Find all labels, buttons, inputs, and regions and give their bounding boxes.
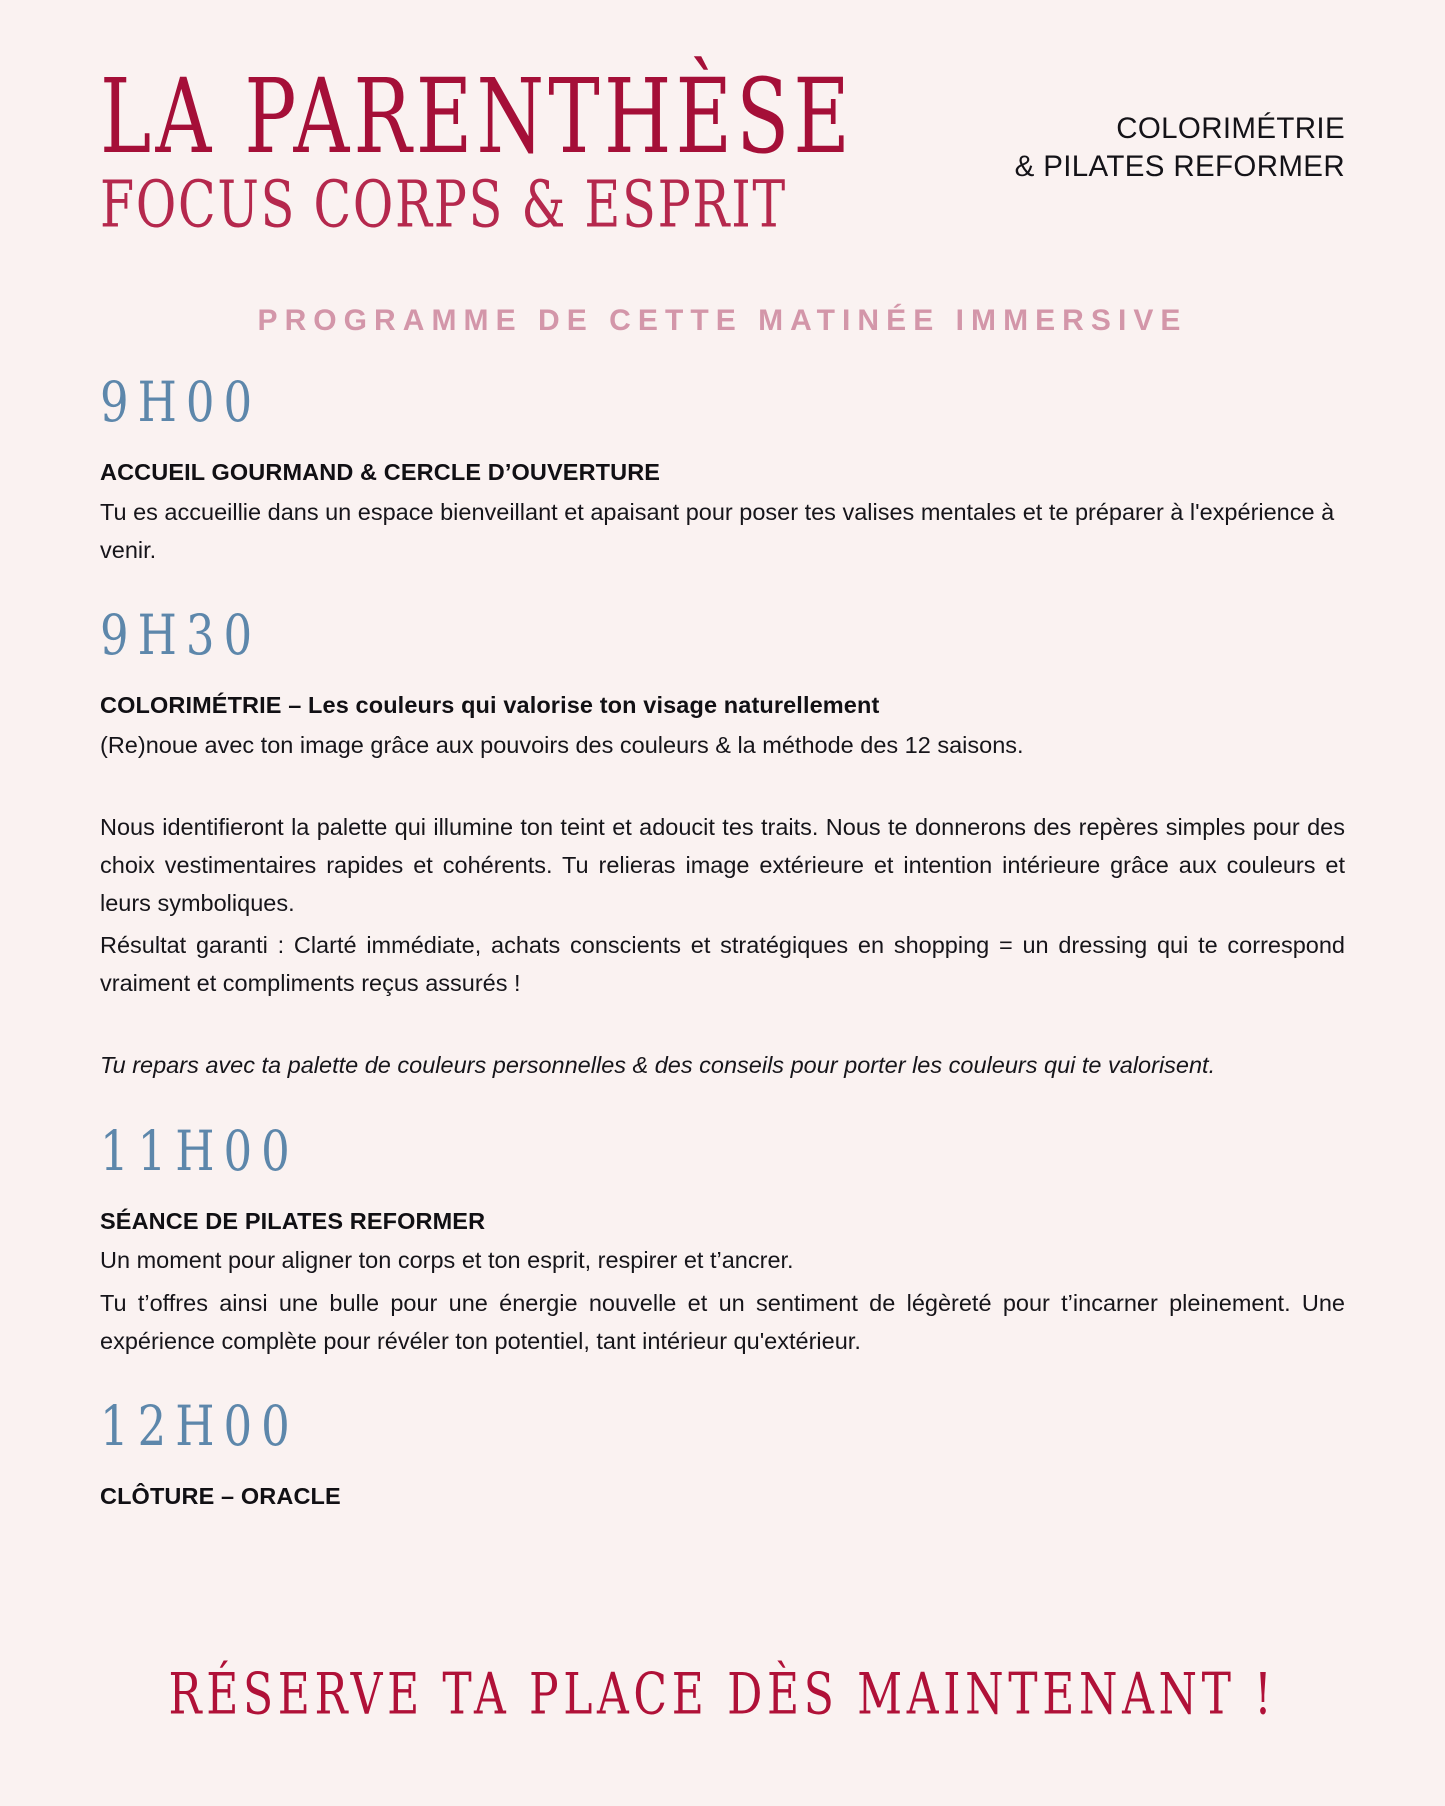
brand-title: LA PARENTHÈSE — [100, 58, 855, 177]
schedule-slot-9h30 — [100, 603, 1345, 1084]
cta-reserve[interactable]: RÉSERVE TA PLACE DÈS MAINTENANT ! — [168, 1661, 1277, 1728]
header-subject — [1015, 66, 1345, 187]
slot-paragraph-11h00-2: Tu t’offres ainsi une bulle pour une énergie nouvelle et un sentiment de légèreté pour t’incarner pleinement. Une expérience complète pour révéler ton potentiel, tant intérieur qu'extérieur. — [100, 1289, 1345, 1354]
brand-logo — [100, 58, 862, 243]
slot-paragraph-9h30-4: Tu repars avec ta palette de couleurs personnelles & des conseils pour porter les couleurs qui te valorisent. — [100, 1052, 1216, 1079]
programme-title: PROGRAMME DE CETTE MATINÉE IMMERSIVE — [257, 304, 1188, 337]
slot-heading-9h00: ACCUEIL GOURMAND & CERCLE D’OUVERTURE — [100, 459, 661, 486]
brand-tagline: FOCUS CORPS & ESPRIT — [100, 166, 787, 243]
paragraph-spacer — [100, 764, 1345, 804]
schedule-slot-9h00 — [100, 369, 1345, 569]
slot-paragraph-9h00-1: Tu es accueillie dans un espace bienveillant et apaisant pour poser tes valises mentales et te préparer à l'expérience à venir. — [100, 498, 1335, 564]
paragraph-spacer — [100, 1002, 1345, 1042]
slot-time-9h30: 9H30 — [100, 603, 262, 668]
slot-paragraph-9h30-2: Nous identifieront la palette qui illumine ton teint et adoucit tes traits. Nous te donnerons des repères simples pour des choix vestimentaires rapides et cohérents. Tu relieras image extérieure et intention intérieure grâce aux couleurs et leurs symboliques. — [100, 814, 1345, 917]
slot-time-11h00: 11H00 — [100, 1118, 299, 1184]
slot-paragraph-9h30-1: (Re)noue avec ton image grâce aux pouvoirs des couleurs & la méthode des 12 saisons. — [100, 732, 1024, 759]
slot-time-9h00: 9H00 — [100, 369, 262, 435]
schedule-list — [100, 369, 1345, 1513]
slot-heading-12h00: CLÔTURE – ORACLE — [100, 1482, 341, 1509]
slot-paragraph-9h30-3: Résultat garanti : Clarté immédiate, achats conscients et stratégiques en shopping = un dressing qui te correspond vraiment et compliments reçus assurés ! — [100, 932, 1345, 997]
slot-heading-9h30: COLORIMÉTRIE – Les couleurs qui valorise ton visage naturellement — [100, 692, 880, 719]
slot-paragraph-11h00-1: Un moment pour aligner ton corps et ton esprit, respirer et t’ancrer. — [100, 1247, 794, 1274]
header — [100, 0, 1345, 243]
slot-heading-11h00: SÉANCE DE PILATES REFORMER — [100, 1207, 486, 1234]
schedule-slot-12h00 — [100, 1393, 1345, 1513]
slot-time-12h00: 12H00 — [100, 1393, 299, 1459]
header-subject-line-2: & PILATES REFORMER — [1014, 150, 1345, 184]
header-subject-line-1: COLORIMÉTRIE — [1116, 112, 1345, 145]
schedule-slot-11h00 — [100, 1118, 1345, 1360]
